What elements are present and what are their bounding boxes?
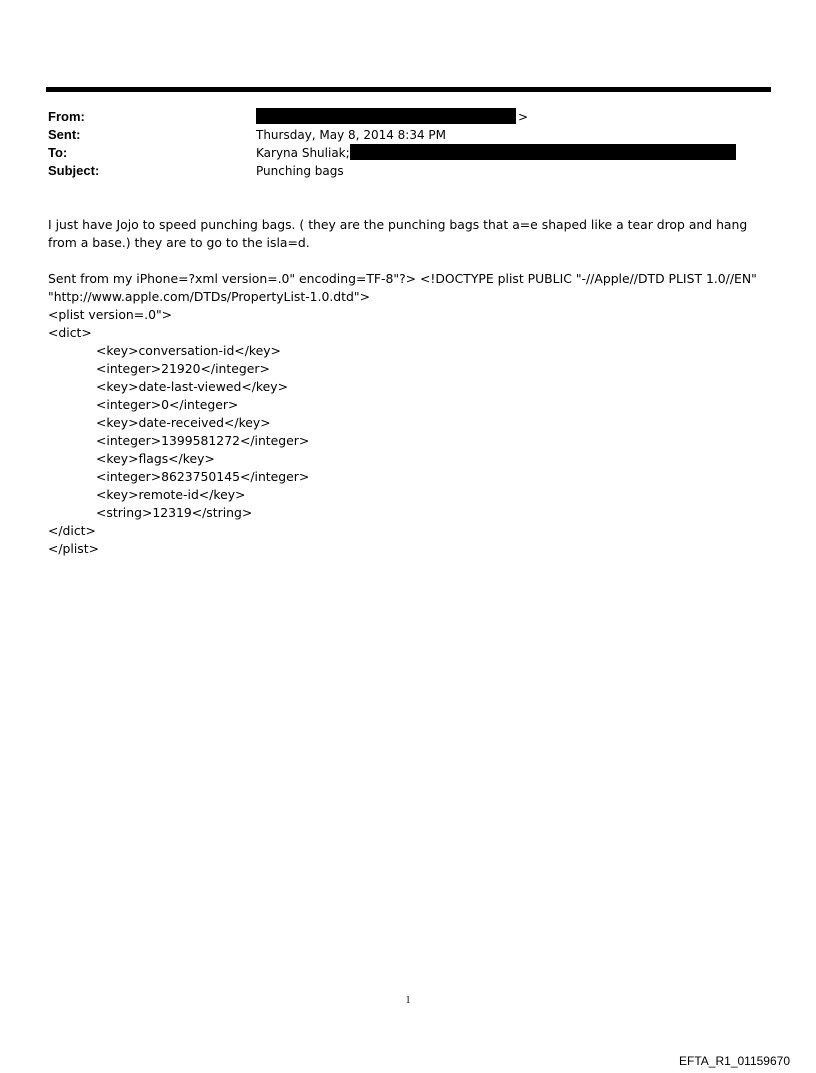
to-value — [256, 144, 736, 162]
from-value — [256, 108, 528, 126]
redaction-block — [256, 108, 516, 124]
dict-close: </dict> — [48, 523, 96, 538]
page-number: 1 — [405, 995, 411, 1006]
dict-entry: <integer>8623750145</integer> — [96, 469, 310, 484]
sent-label: Sent: — [48, 127, 81, 142]
dict-entry: <key>date-last-viewed</key> — [96, 379, 288, 394]
to-recipient: Karyna Shuliak; — [256, 146, 350, 160]
dict-open: <dict> — [48, 325, 92, 340]
to-label: To: — [48, 145, 68, 160]
dict-entry: <key>remote-id</key> — [96, 487, 246, 502]
dict-entry: <key>date-received</key> — [96, 415, 271, 430]
dict-entry: <key>conversation-id</key> — [96, 343, 281, 358]
sent-from-line: Sent from my iPhone=?xml version=.0" encoding=TF-8"?> <!DOCTYPE plist PUBLIC "-//Apple//DTD PLIST 1.0//EN" — [48, 271, 757, 286]
email-header — [48, 108, 768, 180]
sent-row — [48, 126, 768, 144]
redaction-block — [350, 144, 736, 160]
dict-entry: <string>12319</string> — [96, 505, 253, 520]
email-body — [48, 216, 768, 558]
subject-row — [48, 162, 768, 180]
paragraph-gap — [48, 252, 768, 270]
dict-entry: <integer>0</integer> — [96, 397, 239, 412]
to-row — [48, 144, 768, 162]
from-suffix: > — [518, 110, 529, 124]
subject-label: Subject: — [48, 163, 100, 178]
from-label: From: — [48, 109, 85, 124]
plist-close: </plist> — [48, 541, 100, 556]
sent-value: Thursday, May 8, 2014 8:34 PM — [256, 128, 447, 142]
from-row — [48, 108, 768, 126]
dict-entry: <integer>1399581272</integer> — [96, 433, 310, 448]
document-id: EFTA_R1_01159670 — [679, 1054, 790, 1068]
top-divider — [46, 87, 771, 92]
subject-value: Punching bags — [256, 164, 344, 178]
dict-entry: <key>flags</key> — [96, 451, 215, 466]
plist-open: <plist version=.0"> — [48, 307, 173, 322]
dict-entry: <integer>21920</integer> — [96, 361, 270, 376]
dtd-line: "http://www.apple.com/DTDs/PropertyList-1.0.dtd"> — [48, 289, 370, 304]
body-paragraph: I just have Jojo to speed punching bags. ( they are the punching bags that a=e shaped like a tear drop and hang from a base.) they are to go to the isla=d. — [48, 217, 752, 250]
